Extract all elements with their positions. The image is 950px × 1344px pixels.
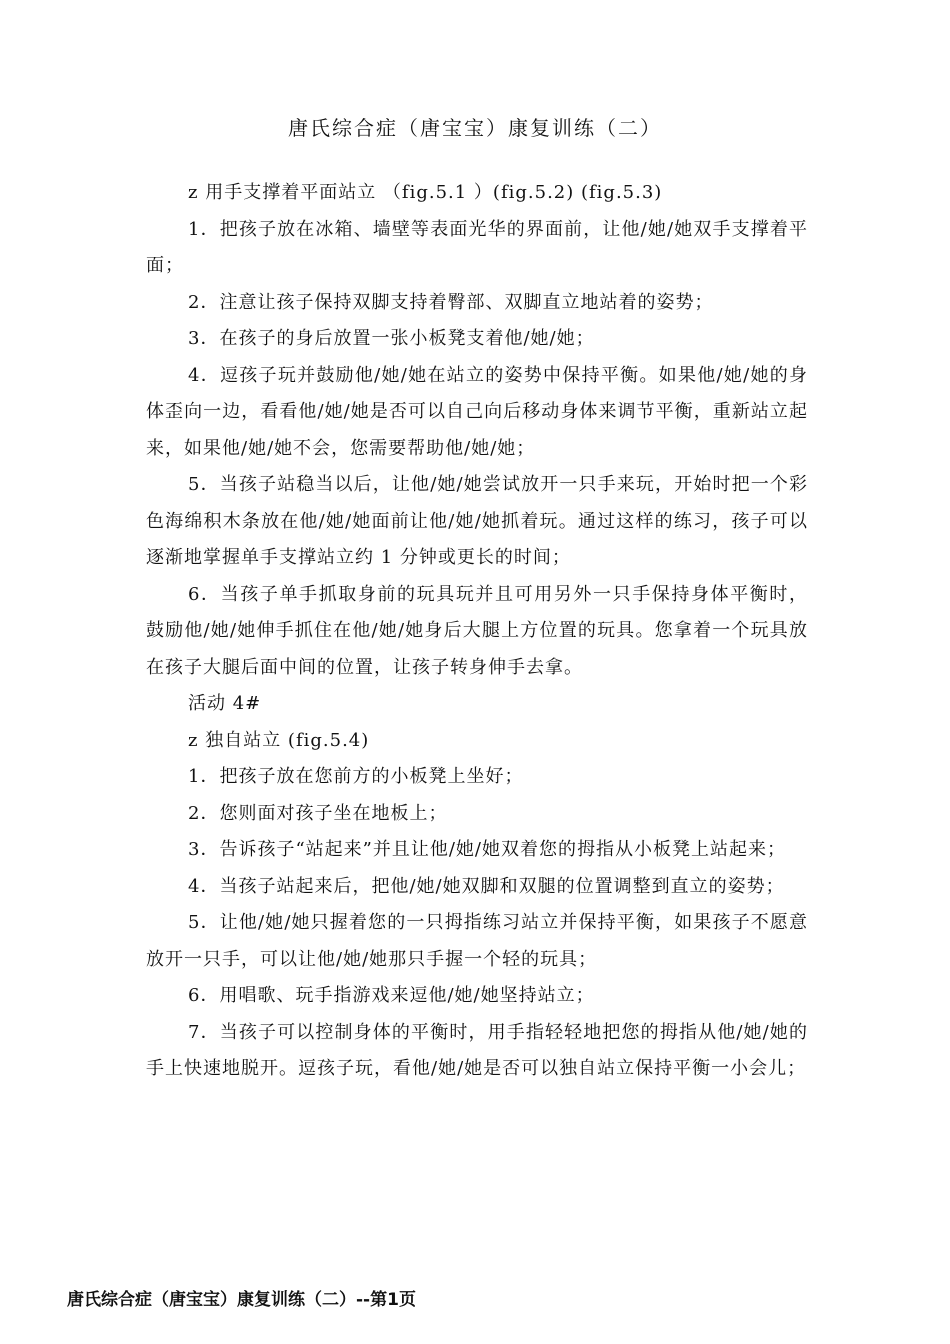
paragraph: 6．用唱歌、玩手指游戏来逗他/她/她坚持站立； bbox=[188, 985, 595, 1006]
paragraph: 3．在孩子的身后放置一张小板凳支着他/她/她； bbox=[188, 328, 595, 349]
paragraph: 7．当孩子可以控制身体的平衡时，用手指轻轻地把您的拇指从他/她/她的手上快速地脱开。逗孩子玩，看他/她/她是否可以独自站立保持平衡一小会儿； bbox=[146, 1021, 808, 1079]
paragraph: 2．您则面对孩子坐在地板上； bbox=[188, 802, 448, 824]
document-body bbox=[146, 175, 808, 1088]
document-title: 唐氏综合症（唐宝宝）康复训练（二） bbox=[288, 116, 662, 140]
paragraph: 3．告诉孩子“站起来”并且让他/她/她双着您的拇指从小板凳上站起来； bbox=[188, 839, 786, 860]
paragraph: 1．把孩子放在冰箱、墙壁等表面光华的界面前，让他/她/她双手支撑着平面； bbox=[146, 218, 808, 276]
paragraph: 4．当孩子站起来后，把他/她/她双脚和双腿的位置调整到直立的姿势； bbox=[188, 875, 785, 897]
section-heading: z 独自站立 (fig.5.4) bbox=[188, 729, 370, 751]
paragraph: 1．把孩子放在您前方的小板凳上坐好； bbox=[188, 766, 524, 787]
paragraph: 6．当孩子单手抓取身前的玩具玩并且可用另外一只手保持身体平衡时，鼓励他/她/她伸手抓住在他/她/她身后大腿上方位置的玩具。您拿着一个玩具放在孩子大腿后面中间的位置，让孩子转身伸手去拿。 bbox=[146, 583, 808, 678]
activity-label: 活动 4# bbox=[188, 693, 262, 714]
paragraph: 4．逗孩子玩并鼓励他/她/她在站立的姿势中保持平衡。如果他/她/她的身体歪向一边，看看他/她/她是否可以自己向后移动身体来调节平衡，重新站立起来，如果他/她/她不会，您需要帮助他/她/她； bbox=[146, 364, 808, 459]
paragraph: 2．注意让孩子保持双脚支持着臀部、双脚直立地站着的姿势； bbox=[188, 291, 714, 313]
paragraph: 5．让他/她/她只握着您的一只拇指练习站立并保持平衡，如果孩子不愿意放开一只手，可以让他/她/她那只手握一个轻的玩具； bbox=[146, 912, 808, 970]
paragraph: 5．当孩子站稳当以后，让他/她/她尝试放开一只手来玩，开始时把一个彩色海绵积木条放在他/她/她面前让他/她/她抓着玩。通过这样的练习，孩子可以逐渐地掌握单手支撑站立约 1 分钟或更长的时间； bbox=[146, 474, 808, 568]
page-footer: 唐氏综合症（唐宝宝）康复训练（二）--第1页 bbox=[67, 1290, 416, 1310]
section-heading: z 用手支撑着平面站立 （fig.5.1 ）(fig.5.2) (fig.5.3) bbox=[188, 182, 663, 203]
